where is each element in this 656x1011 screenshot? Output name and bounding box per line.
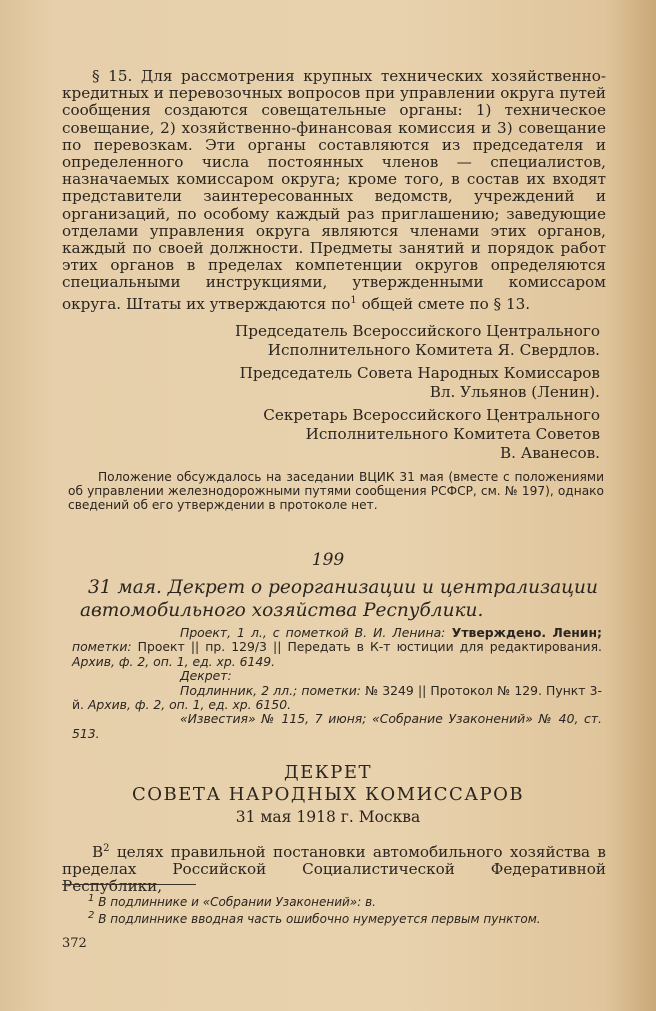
signature-block — [235, 322, 600, 463]
signature-line: В. Аванесов. — [499, 444, 600, 462]
signature-line: Председатель Совета Народных Комиссаров — [239, 364, 600, 382]
document-heading: 31 мая. Декрет о реорганизации и централизации автомобильного хозяйства Республики. — [80, 577, 598, 621]
footnote: $^2$ В подлиннике вводная часть ошибочно нумеруется первым пунктом. — [88, 910, 541, 926]
editor-note: Положение обсуждалось на заседании ВЦИК 31 мая (вместе с положениями об управлении железнодорожными путями сообщения РСФСР, см. № 197), однако сведений об его утверждении в протоколе нет. — [68, 470, 604, 512]
decree-date-place: 31 мая 1918 г. Москва — [235, 808, 421, 826]
decree-issuer: СОВЕТА НАРОДНЫХ КОМИССАРОВ — [131, 784, 525, 805]
archive-entry-decree: Декрет: — [180, 668, 232, 684]
document-number: 199 — [311, 550, 345, 570]
archive-notes — [72, 626, 602, 741]
decree-preamble: $В^2$ целях правильной постановки автомобильного хозяйства в пределах Российской Социалистической Федеративной Республики, — [62, 843, 606, 896]
signature-line: Вл. Ульянов (Ленин). — [429, 383, 600, 401]
footnote-ref-2: 2 — [103, 843, 110, 854]
signature-line: Председатель Всероссийского Центрального — [234, 322, 600, 340]
footnote-divider — [62, 884, 196, 885]
decree-title: ДЕКРЕТ — [284, 762, 372, 783]
paragraph-15-text: § 15. Для рассмотрения крупных технических хозяйственно-кредитных и перевозочных вопросов при управлении округа путей сообщения создаются совещательные органы: 1) техническое совещание, 2) хозяйственно-финансовая комиссия и 3) совещание по перевозкам. Эти органы составляются из председателя и определенного числа постоянных членов — специалистов, назначаемых комиссаром округа; кроме того, в состав их входят представители заинтересованных ведомств, учреждений и организаций, по особому каждый раз приглашению; заведующие отделами управления округа являются членами этих органов, каждый по своей должности. Предметы занятий и порядок работ этих органов в пределах компетенции округов определяются специальными инструкциями, утвержденными комиссаром округа. Штаты их утверждаются по — [62, 67, 606, 313]
paragraph-15-end: общей смете по § 13. — [356, 294, 531, 313]
archive-entry-publication: «Известия» № 115, 7 июня; «Собрание Узаконений» № 40, ст. 513. — [72, 711, 602, 741]
footnote: $^1$ В подлиннике и «Собрании Узаконений»: в. — [88, 893, 376, 909]
paragraph-15 — [62, 68, 606, 313]
signature-line: Исполнительного Комитета Советов — [305, 425, 600, 443]
signature-line: Секретарь Всероссийского Центрального — [263, 406, 600, 424]
archive-entry-draft: Проект, 1 л., с пометкой В. И. Ленина: Утверждено. Ленин; пометки: Проект || пр. 129/3 || Передать в К-т юстиции для редактирования. Архив, ф. 2, оп. 1, ед. хр. 6149. — [72, 625, 603, 669]
signature-line: Исполнительного Комитета Я. Свердлов. — [267, 341, 600, 359]
footnote-ref-1: 1 — [350, 294, 357, 306]
page-number: 372 — [62, 936, 87, 951]
archive-entry-original: Подлинник, 2 лл.; пометки: № 3249 || Протокол № 129. Пункт 3-й. Архив, ф. 2, оп. 1, ед. хр. 6150. — [72, 682, 602, 713]
